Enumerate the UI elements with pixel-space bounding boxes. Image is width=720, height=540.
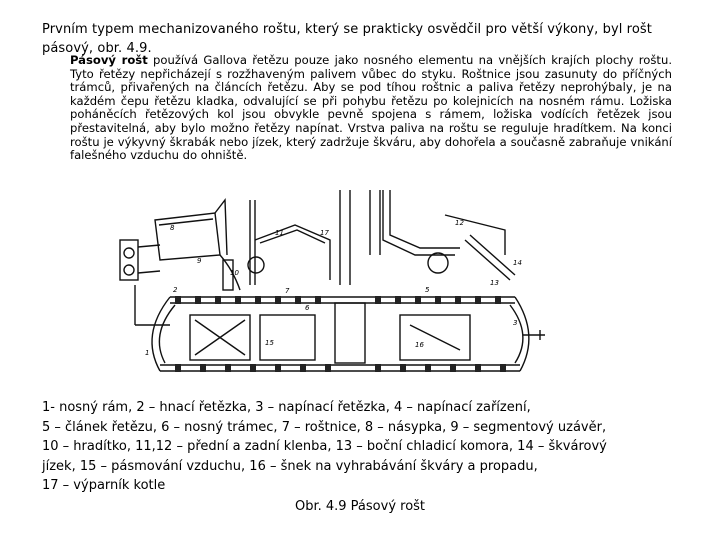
intro-paragraph: Prvním typem mechanizovaného roštu, který se prakticky osvědčil pro větší výkony, byl rošt pásový, obr. 4.9. (42, 22, 652, 56)
fig-label: 10 (230, 269, 239, 277)
fig-label: 8 (170, 224, 175, 232)
legend-line: 5 – článek řetězu, 6 – nosný trámec, 7 – roštnice, 8 – násypka, 9 – segmentový uzávěr, (42, 419, 607, 435)
fig-label: 7 (285, 287, 290, 295)
description-text: používá Gallova řetězu pouze jako nosného elementu na vnějších krajích plochy roštu. Tyto řetězy nepřicházejí s rozžhaveným palivem vůbec do styku. Roštnice jsou zasunuty do příčných trámců, přivařených na článcích řetězu. Aby se pod tíhou roštnic a paliva řetězy neprohýbaly, je na každém čepu řetězu kladka, odvalující se při pohybu řetězu po kolejnicích na nosném rámu. Ložiska poháněcích řetězových kol jsou obvykle pevně spojena s rámem, ložiska vodících řetězek jsou přestavitelná, aby bylo možno řetězy napínat. Vrstva paliva na roštu se reguluje hradítkem. Na konci roštu je výkyvný škrabák nebo jízek, který zadržuje škváru, aby dohořela a současně zabraňuje vnikání falešného vzduchu do ohniště. (70, 53, 673, 163)
figure-legend (42, 398, 682, 496)
fig-label: 6 (305, 304, 310, 312)
legend-line: 17 – výparník kotle (42, 478, 166, 493)
fig-label: 12 (455, 219, 464, 227)
fig-label: 17 (320, 229, 329, 237)
description-paragraph (70, 54, 672, 163)
fig-label: 9 (197, 257, 202, 265)
fig-label: 2 (173, 286, 178, 294)
fig-label: 11 (275, 229, 284, 237)
legend-line: 1- nosný rám, 2 – hnací řetězka, 3 – napínací řetězka, 4 – napínací zařízení, (42, 400, 531, 415)
fig-label: 15 (265, 339, 274, 347)
fig-label: 1 (145, 349, 150, 357)
fig-label: 13 (490, 279, 499, 287)
chain-grate-drawing (115, 185, 560, 390)
fig-label: 3 (513, 319, 518, 327)
figure-caption: Obr. 4.9 Pásový rošt (294, 499, 426, 514)
fig-label: 14 (513, 259, 522, 267)
term-bold: Pásový rošt (70, 53, 148, 67)
fig-label: 5 (425, 286, 430, 294)
fig-label: 16 (415, 341, 424, 349)
legend-line: jízek, 15 – pásmování vzduchu, 16 – šnek na vyhrabávání škváry a propadu, (42, 458, 538, 474)
legend-line: 10 – hradítko, 11,12 – přední a zadní klenba, 13 – boční chladicí komora, 14 – škvárový (42, 439, 607, 454)
